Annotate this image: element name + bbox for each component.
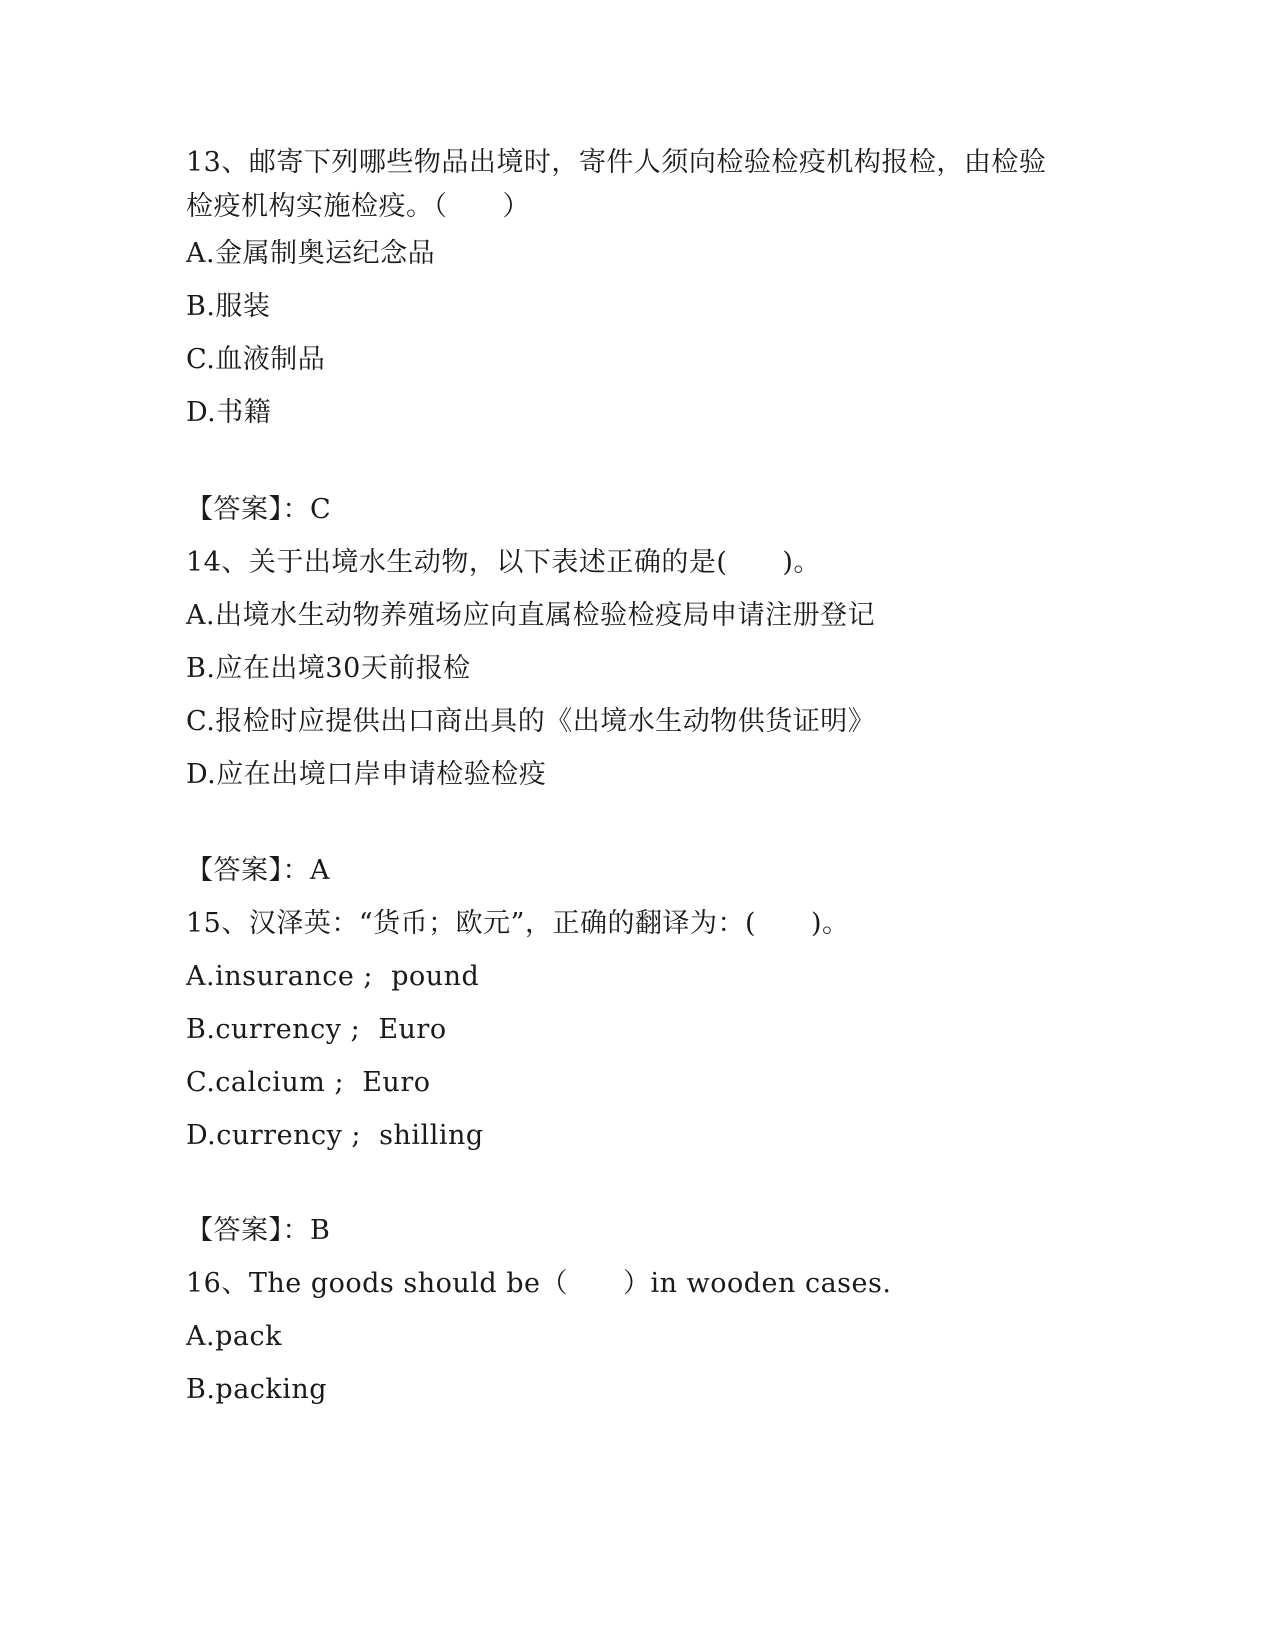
question-15-stem: 15、汉泽英：“货币；欧元”，正确的翻译为：( )。 (186, 908, 850, 939)
question-16-option-a: A.pack (186, 1321, 282, 1352)
question-15-option-d: D.currency ; shilling (186, 1120, 484, 1151)
question-14-stem: 14、关于出境水生动物，以下表述正确的是( )。 (186, 547, 821, 578)
question-14-option-d: D.应在出境口岸申请检验检疫 (186, 759, 547, 790)
question-15-option-a: A.insurance ; pound (186, 961, 480, 992)
question-16-option-b: B.packing (186, 1374, 328, 1405)
question-16-stem: 16、The goods should be（ ）in wooden cases. (186, 1268, 892, 1299)
question-13-option-d: D.书籍 (186, 397, 272, 428)
question-15-answer: 【答案】：B (186, 1215, 331, 1246)
question-14-answer: 【答案】：A (186, 855, 330, 886)
question-15-option-c: C.calcium ; Euro (186, 1067, 431, 1098)
question-13-option-c: C.血液制品 (186, 344, 326, 375)
question-14-option-b: B.应在出境30天前报检 (186, 653, 471, 684)
question-14-option-a: A.出境水生动物养殖场应向直属检验检疫局申请注册登记 (186, 600, 876, 631)
question-13-stem: 13、邮寄下列哪些物品出境时，寄件人须向检验检疫机构报检，由检验检疫机构实施检疫。（ ） (186, 147, 1047, 222)
question-14-option-c: C.报检时应提供出口商出具的《出境水生动物供货证明》 (186, 706, 876, 737)
question-13-option-a: A.金属制奥运纪念品 (186, 238, 436, 269)
question-13-answer: 【答案】：C (186, 494, 332, 525)
question-13-option-b: B.服装 (186, 291, 271, 322)
question-15-option-b: B.currency ; Euro (186, 1014, 447, 1045)
